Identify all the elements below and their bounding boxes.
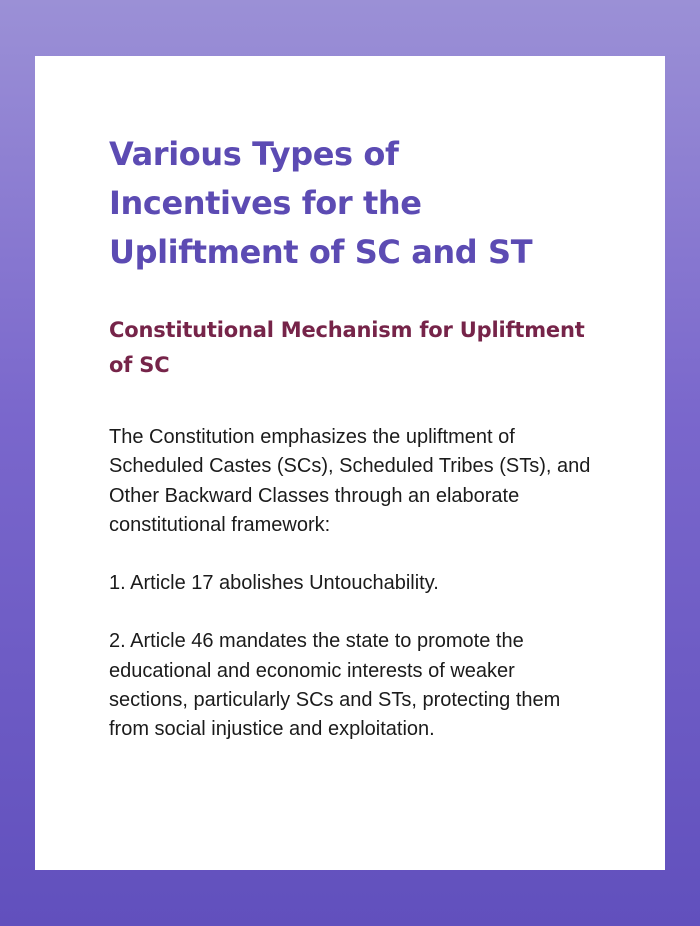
section-heading: Constitutional Mechanism for Upliftment of SC <box>109 318 585 377</box>
list-item-article-46: 2. Article 46 mandates the state to promote the educational and economic interests of weaker sections, particularly SCs and STs, protecting them from social injustice and exploitation. <box>109 630 561 741</box>
page-title: Various Types of Incentives for the Upliftment of SC and ST <box>109 135 533 271</box>
intro-paragraph: The Constitution emphasizes the upliftment of Scheduled Castes (SCs), Scheduled Tribes (STs), and Other Backward Classes through an elaborate constitutional framework: <box>109 426 591 536</box>
list-item-article-17: 1. Article 17 abolishes Untouchability. <box>109 572 439 595</box>
content-card <box>35 56 665 870</box>
